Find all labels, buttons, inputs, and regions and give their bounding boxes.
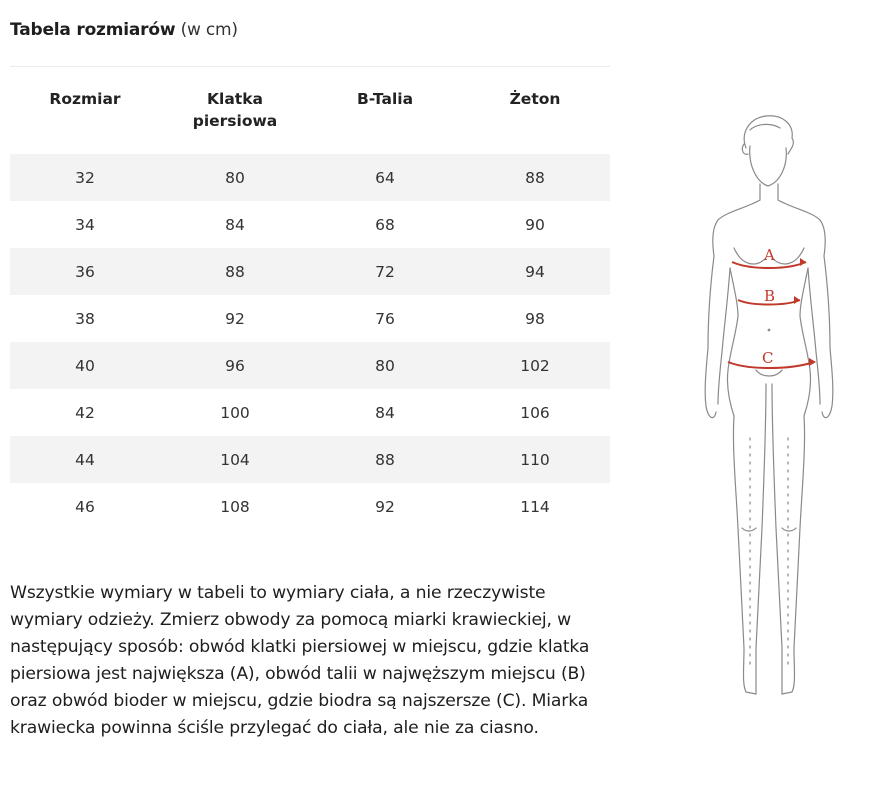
table-row	[10, 483, 610, 530]
title-text: Tabela rozmiarów	[10, 20, 176, 40]
cell-waist: 84	[375, 403, 395, 422]
cell-hips: 90	[525, 215, 545, 234]
cell-size: 44	[10, 436, 160, 483]
divider	[10, 66, 610, 67]
body-outline-illustration	[690, 108, 850, 708]
cell-hips: 106	[520, 403, 550, 422]
cell-hips: 114	[520, 497, 550, 516]
cell-waist: 92	[375, 497, 395, 516]
cell-chest: 88	[160, 248, 310, 295]
table-header-row	[10, 88, 610, 154]
header-chest-text: Klatka piersiowa	[192, 90, 278, 130]
table-row	[10, 248, 610, 295]
cell-size: 38	[75, 309, 95, 328]
table-row	[10, 342, 610, 389]
body-measurement-figure	[690, 108, 850, 708]
cell-size: 36	[10, 248, 160, 295]
cell-hips: 98	[525, 309, 545, 328]
page-title	[10, 20, 238, 40]
header-chest	[160, 88, 310, 154]
cell-chest: 96	[160, 342, 310, 389]
cell-waist: 68	[375, 215, 395, 234]
table-row	[10, 436, 610, 483]
cell-hips: 102	[460, 342, 610, 389]
cell-chest: 92	[225, 309, 245, 328]
size-table	[10, 88, 610, 530]
cell-waist: 88	[310, 436, 460, 483]
cell-hips: 110	[460, 436, 610, 483]
table-row	[10, 201, 610, 248]
cell-chest: 104	[160, 436, 310, 483]
cell-waist: 80	[310, 342, 460, 389]
cell-size: 32	[10, 154, 160, 201]
title-unit: (w cm)	[180, 20, 238, 40]
header-size: Rozmiar	[49, 90, 121, 108]
cell-chest: 100	[220, 403, 250, 422]
measure-label-a: A	[764, 246, 775, 264]
body-outline	[705, 116, 833, 694]
cell-size: 34	[75, 215, 95, 234]
cell-chest: 80	[160, 154, 310, 201]
measure-label-c: C	[762, 349, 774, 367]
cell-hips: 88	[460, 154, 610, 201]
cell-hips: 94	[460, 248, 610, 295]
cell-waist: 76	[375, 309, 395, 328]
cell-waist: 72	[310, 248, 460, 295]
cell-waist: 64	[310, 154, 460, 201]
measurement-instructions: Wszystkie wymiary w tabeli to wymiary ciała, a nie rzeczywiste wymiary odzieży. Zmierz obwody za pomocą miarki krawieckiej, w następujący sposób: obwód klatki piersiowej w miejscu, gdzie klatka piersiowa jest największa (A), obwód talii w najwęższym miejscu (B) oraz obwód bioder w miejscu, gdzie biodra są najszersze (C). Miarka krawiecka powinna ściśle przylegać do ciała, ale nie za ciasno.	[10, 583, 590, 738]
cell-size: 40	[10, 342, 160, 389]
cell-chest: 84	[225, 215, 245, 234]
header-waist: B-Talia	[356, 90, 414, 108]
arrow-a-right	[800, 258, 806, 266]
header-hips: Żeton	[509, 90, 561, 108]
table-row	[10, 295, 610, 342]
arrow-b-right	[794, 296, 800, 304]
table-row	[10, 389, 610, 436]
cell-size: 46	[75, 497, 95, 516]
arrow-c-right	[809, 358, 816, 366]
table-row	[10, 154, 610, 201]
cell-size: 42	[75, 403, 95, 422]
measure-label-b: B	[764, 287, 776, 305]
cell-chest: 108	[220, 497, 250, 516]
